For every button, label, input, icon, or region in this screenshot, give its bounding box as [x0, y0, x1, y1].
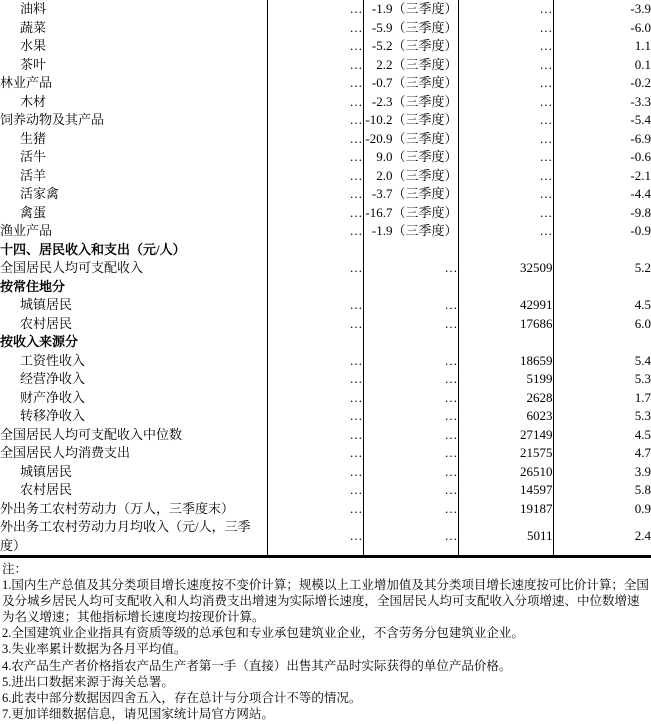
cumulative-growth: 1.7 — [553, 389, 651, 408]
current-period-value — [267, 333, 363, 352]
current-period-growth: -0.7（三季度） — [363, 74, 458, 93]
current-period-value: … — [267, 463, 363, 482]
current-period-growth: … — [363, 518, 458, 557]
section-header-row — [0, 278, 651, 297]
indicator-label: 渔业产品 — [0, 223, 53, 238]
indicator-label: 林业产品 — [0, 75, 53, 90]
indicator-label: 全国居民人均消费支出 — [0, 445, 131, 460]
indicator-label: 农村居民 — [20, 482, 73, 497]
cumulative-growth: -0.6 — [553, 148, 651, 167]
indicator-label: 按收入来源分 — [0, 334, 79, 349]
current-period-growth: -1.9（三季度） — [363, 0, 458, 19]
cumulative-value: … — [458, 204, 553, 223]
cumulative-growth: -6.9 — [553, 130, 651, 149]
cumulative-growth: -3.9 — [553, 0, 651, 19]
current-period-growth: 2.2（三季度） — [363, 56, 458, 75]
cumulative-value: 26510 — [458, 463, 553, 482]
indicator-label: 活羊 — [20, 167, 47, 183]
current-period-growth: -5.9（三季度） — [363, 19, 458, 38]
indicator-row — [0, 370, 651, 389]
cumulative-value: 27149 — [458, 426, 553, 445]
indicator-label: 全国居民人均可支配收入 — [0, 260, 144, 275]
current-period-growth: -5.2（三季度） — [363, 37, 458, 56]
note-item-2: 2.全国建筑业企业指具有资质等级的总承包和专业承包建筑业企业，不含劳务分包建筑业企业。 — [2, 626, 524, 641]
indicator-label: 转移净收入 — [20, 408, 86, 423]
current-period-value: … — [267, 500, 363, 519]
current-period-growth: … — [363, 296, 458, 315]
current-period-growth: … — [363, 352, 458, 371]
current-period-growth: 2.0（三季度） — [363, 167, 458, 186]
section-header-row — [0, 333, 651, 352]
indicator-label: 生猪 — [20, 130, 47, 146]
cumulative-growth: 5.2 — [553, 259, 651, 278]
cumulative-value: … — [458, 185, 553, 204]
indicator-row — [0, 185, 651, 204]
indicator-label: 水果 — [20, 38, 47, 53]
current-period-value: … — [267, 19, 363, 38]
indicator-label: 外出务工农村劳动力月均收入（元/人，三季度） — [0, 519, 251, 553]
current-period-growth: 9.0（三季度） — [363, 148, 458, 167]
note-item-3: 3.失业率累计数据为各月平均值。 — [2, 642, 187, 657]
cumulative-growth: 5.3 — [553, 370, 651, 389]
current-period-growth: -16.7（三季度） — [363, 204, 458, 223]
cumulative-value: 21575 — [458, 444, 553, 463]
current-period-growth: -10.2（三季度） — [363, 111, 458, 130]
current-period-value: … — [267, 148, 363, 167]
cumulative-growth: -6.0 — [553, 19, 651, 38]
current-period-value: … — [267, 370, 363, 389]
cumulative-value: … — [458, 56, 553, 75]
cumulative-value: … — [458, 167, 553, 186]
current-period-value: … — [267, 315, 363, 334]
indicator-label: 外出务工农村劳动力（万人，三季度末） — [0, 500, 235, 516]
cumulative-value: … — [458, 148, 553, 167]
cumulative-growth: 4.7 — [553, 444, 651, 463]
cumulative-value: 42991 — [458, 296, 553, 315]
cumulative-growth: 6.0 — [553, 315, 651, 334]
current-period-value: … — [267, 426, 363, 445]
indicator-row — [0, 111, 651, 130]
current-period-growth: … — [363, 481, 458, 500]
current-period-value: … — [267, 185, 363, 204]
cumulative-value: … — [458, 93, 553, 112]
current-period-growth: … — [363, 389, 458, 408]
indicator-label: 城镇居民 — [20, 463, 73, 479]
cumulative-value — [458, 333, 553, 352]
indicator-row — [0, 352, 651, 371]
indicator-row — [0, 222, 651, 241]
indicator-label: 活家禽 — [20, 186, 60, 201]
cumulative-growth: 0.1 — [553, 56, 651, 75]
note-item-7: 7.更加详细数据信息，请见国家统计局官方网站。 — [2, 706, 274, 721]
indicator-row — [0, 148, 651, 167]
indicator-label: 饲养动物及其产品 — [0, 112, 105, 127]
indicator-label: 油料 — [20, 1, 47, 16]
current-period-growth: … — [363, 259, 458, 278]
indicator-label: 财产净收入 — [20, 389, 86, 405]
indicator-label: 十四、居民收入和支出（元/人） — [0, 241, 186, 257]
cumulative-growth: 5.4 — [553, 352, 651, 371]
indicator-label: 蔬菜 — [20, 19, 47, 35]
note-item-6: 6.此表中部分数据因四舍五入，存在总计与分项合计不等的情况。 — [2, 690, 362, 705]
cumulative-value: 5199 — [458, 370, 553, 389]
cumulative-growth: 1.1 — [553, 37, 651, 56]
indicator-row — [0, 0, 651, 19]
indicator-label: 禽蛋 — [20, 204, 47, 220]
current-period-value: … — [267, 389, 363, 408]
indicator-row — [0, 167, 651, 186]
cumulative-growth — [553, 241, 651, 260]
current-period-value: … — [267, 130, 363, 149]
indicator-row — [0, 296, 651, 315]
current-period-growth — [363, 278, 458, 297]
cumulative-growth: 3.9 — [553, 463, 651, 482]
cumulative-value: … — [458, 19, 553, 38]
current-period-value: … — [267, 74, 363, 93]
current-period-value: … — [267, 204, 363, 223]
current-period-growth: … — [363, 370, 458, 389]
current-period-value: … — [267, 222, 363, 241]
cumulative-growth: 2.4 — [553, 518, 651, 557]
indicator-label: 茶叶 — [20, 56, 47, 72]
cumulative-growth: 4.5 — [553, 296, 651, 315]
cumulative-growth: 5.3 — [553, 407, 651, 426]
cumulative-growth: -9.8 — [553, 204, 651, 223]
indicator-row — [0, 37, 651, 56]
indicator-row — [0, 19, 651, 38]
current-period-value: … — [267, 444, 363, 463]
current-period-growth: -2.3（三季度） — [363, 93, 458, 112]
cumulative-growth: -5.4 — [553, 111, 651, 130]
indicator-row — [0, 389, 651, 408]
current-period-value: … — [267, 407, 363, 426]
cumulative-value: … — [458, 37, 553, 56]
notes-section — [0, 561, 650, 722]
note-item-5: 5.进出口数据来源于海关总署。 — [2, 674, 174, 689]
current-period-growth — [363, 241, 458, 260]
cumulative-growth: -4.4 — [553, 185, 651, 204]
current-period-growth: … — [363, 500, 458, 519]
indicator-row — [0, 518, 651, 557]
cumulative-value — [458, 241, 553, 260]
cumulative-value: 17686 — [458, 315, 553, 334]
current-period-value: … — [267, 111, 363, 130]
indicator-row — [0, 407, 651, 426]
current-period-value: … — [267, 481, 363, 500]
current-period-growth: -3.7（三季度） — [363, 185, 458, 204]
note-item-4: 4.农产品生产者价格指农产品生产者第一手（直接）出售其产品时实际获得的单位产品价格。 — [2, 658, 512, 673]
indicator-label: 城镇居民 — [20, 297, 73, 312]
cumulative-growth: -2.1 — [553, 167, 651, 186]
current-period-growth: … — [363, 444, 458, 463]
cumulative-value: 6023 — [458, 407, 553, 426]
indicator-row — [0, 130, 651, 149]
indicator-row — [0, 74, 651, 93]
current-period-value: … — [267, 93, 363, 112]
cumulative-value: … — [458, 130, 553, 149]
current-period-value — [267, 278, 363, 297]
indicator-row — [0, 444, 651, 463]
indicator-label: 农村居民 — [20, 315, 73, 331]
cumulative-growth: 4.5 — [553, 426, 651, 445]
indicator-row — [0, 259, 651, 278]
cumulative-value: … — [458, 0, 553, 19]
indicator-row — [0, 481, 651, 500]
cumulative-growth — [553, 278, 651, 297]
current-period-growth: … — [363, 426, 458, 445]
cumulative-growth — [553, 333, 651, 352]
cumulative-value — [458, 278, 553, 297]
cumulative-value: 5011 — [458, 518, 553, 557]
indicator-row — [0, 56, 651, 75]
indicator-row — [0, 204, 651, 223]
cumulative-value: 14597 — [458, 481, 553, 500]
indicator-label: 活牛 — [20, 149, 47, 164]
indicator-label: 全国居民人均可支配收入中位数 — [0, 426, 183, 442]
current-period-value: … — [267, 259, 363, 278]
indicator-label: 木材 — [20, 93, 47, 109]
indicator-label: 按常住地分 — [0, 278, 66, 294]
current-period-value — [267, 241, 363, 260]
cumulative-value: … — [458, 74, 553, 93]
indicator-row — [0, 315, 651, 334]
current-period-growth: -1.9（三季度） — [363, 222, 458, 241]
indicator-row — [0, 426, 651, 445]
current-period-value: … — [267, 0, 363, 19]
current-period-growth: -20.9（三季度） — [363, 130, 458, 149]
current-period-value: … — [267, 296, 363, 315]
current-period-growth: … — [363, 463, 458, 482]
cumulative-growth: 5.8 — [553, 481, 651, 500]
cumulative-value: … — [458, 111, 553, 130]
cumulative-growth: -0.9 — [553, 222, 651, 241]
indicator-row — [0, 463, 651, 482]
current-period-value: … — [267, 518, 363, 557]
cumulative-value: … — [458, 222, 553, 241]
current-period-growth — [363, 333, 458, 352]
current-period-value: … — [267, 37, 363, 56]
cumulative-growth: -3.3 — [553, 93, 651, 112]
current-period-growth: … — [363, 407, 458, 426]
current-period-growth: … — [363, 315, 458, 334]
cumulative-value: 32509 — [458, 259, 553, 278]
indicator-row — [0, 93, 651, 112]
current-period-value: … — [267, 56, 363, 75]
indicator-label: 工资性收入 — [20, 352, 86, 368]
cumulative-growth: 0.9 — [553, 500, 651, 519]
current-period-value: … — [267, 167, 363, 186]
current-period-value: … — [267, 352, 363, 371]
indicator-row — [0, 500, 651, 519]
notes-title: 注： — [2, 562, 28, 576]
cumulative-value: 19187 — [458, 500, 553, 519]
cumulative-value: 18659 — [458, 352, 553, 371]
section-header-row — [0, 241, 651, 260]
note-item-1: 1.国内生产总值及其分类项目增长速度按不变价计算；规模以上工业增加值及其分类项目增长速度按可比价计算；全国及分城乡居民人均可支配收入和人均消费支出增速为实际增长速度，全国居民人均可支配收入分项增速、中位数增速为名义增速；其他指标增长速度均按现价计算。 — [2, 578, 649, 625]
cumulative-growth: -0.2 — [553, 74, 651, 93]
indicator-label: 经营净收入 — [20, 371, 86, 386]
cumulative-value: 2628 — [458, 389, 553, 408]
